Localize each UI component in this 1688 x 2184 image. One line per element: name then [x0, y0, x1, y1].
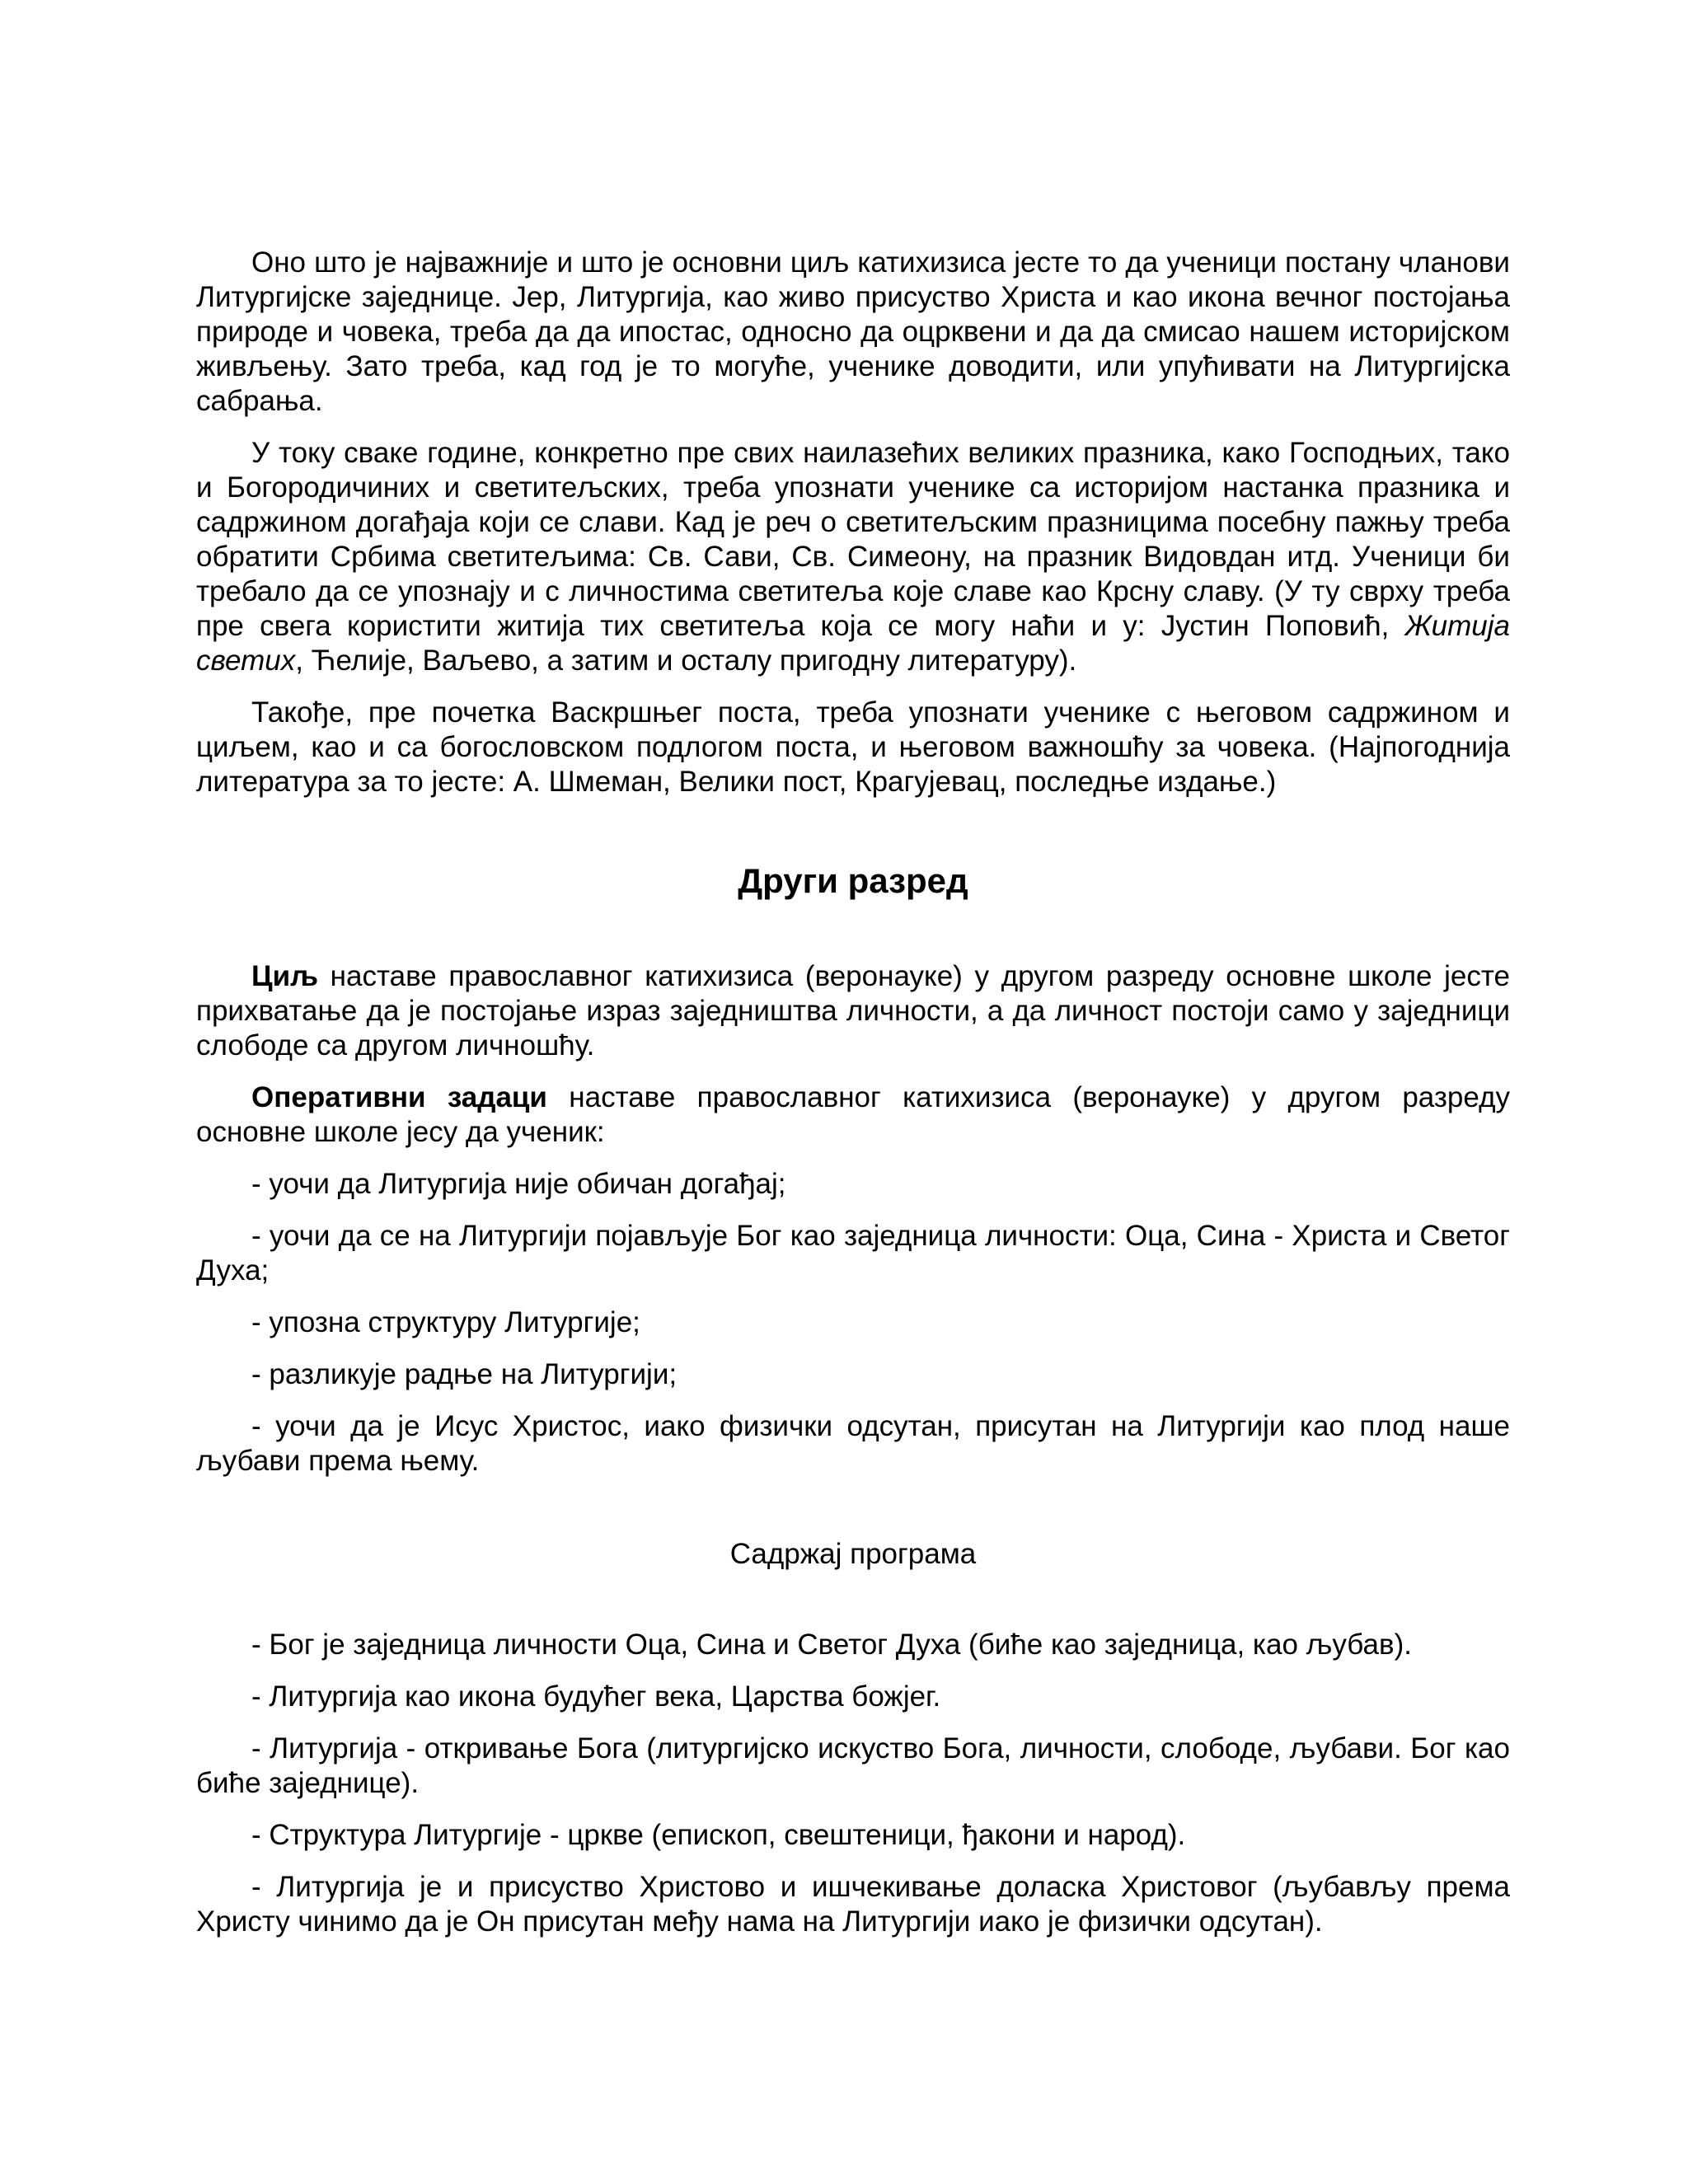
document-page — [196, 246, 1510, 1957]
goal-label: Циљ — [251, 960, 318, 992]
intro-paragraph-3: Такође, пре почетка Васкршњег поста, треба упознати ученике с његовом садржином и циљем, као и са богословском подлогом поста, и његовом важношћу за човека. (Најпогоднија литература за то јесте: А. Шмеман, Велики пост, Крагујевац, последње издање.) — [196, 696, 1510, 798]
goal-text: наставе православног катихизиса (веронауке) у другом разреду основне школе јесте прихватање да је постојање израз заједништва личности, а да личност постоји само у заједници слободе са другом личношћу. — [196, 960, 1510, 1062]
goal-paragraph — [196, 959, 1510, 1063]
section-heading: Други разред — [738, 861, 968, 900]
tasks-label: Оперативни задаци — [251, 1081, 547, 1113]
tasks-paragraph — [196, 1080, 1510, 1150]
task-item: - уочи да Литургија није обичан догађај; — [251, 1168, 786, 1200]
intro-paragraph-2-tail: , Ћелије, Ваљево, а затим и осталу пригодну литературу). — [295, 644, 1077, 677]
program-item: - Литургија је и присуство Христово и ишчекивање доласка Христовог (љубављу према Христу чинимо да је Он присутан међу нама на Литургији иако је физички одсутан). — [196, 1871, 1510, 1938]
intro-paragraph-2-text: У току сваке године, конкретно пре свих наилазећих великих празника, како Господњих, тако и Богородичиних и светитељских, треба упознати ученике са историјом настанка празника и садржином догађаја који се слави. Кад је реч о светитељским празницима посебну пажњу треба обратити Србима светитељима: Св. Сави, Св. Симеону, на празник Видовдан итд. Ученици би требало да се упознају и с личностима светитеља које славе као Крсну славу. (У ту сврху треба пре свега користити житија тих светитеља која се могу наћи и у: Јустин Поповић, — [196, 437, 1510, 642]
program-item: - Структура Литургије - цркве (епископ, свештеници, ђакони и народ). — [251, 1819, 1186, 1851]
program-item: - Литургија као икона будућег века, Царства божјег. — [251, 1680, 941, 1713]
program-heading: Садржај програма — [729, 1538, 977, 1570]
program-item: - Литургија - откривање Бога (литургијско искуство Бога, личности, слободе, љубави. Бог као биће заједнице). — [196, 1732, 1510, 1799]
task-item: - уочи да се на Литургији појављује Бог као заједница личности: Оца, Сина - Христа и Светог Духа; — [196, 1220, 1510, 1286]
intro-paragraph-1: Оно што је најважније и што је основни циљ катихизиса јесте то да ученици постану чланови Литургијске заједнице. Јер, Литургија, као живо присуство Христа и као икона вечног постојања природе и човека, треба да да ипостас, односно да оцрквени и да да смисао нашем историјском живљењу. Зато треба, кад год је то могуће, ученике доводити, или упућивати на Литургијска сабрања. — [196, 246, 1510, 417]
task-item: - уочи да је Исус Христос, иако физички одсутан, присутан на Литургији као плод наше љубави према њему. — [196, 1410, 1510, 1477]
task-item: - упозна структуру Литургије; — [251, 1306, 640, 1338]
task-item: - разликује радње на Литургији; — [251, 1358, 678, 1390]
intro-paragraph-2 — [196, 436, 1510, 678]
program-item: - Бог је заједница личности Оца, Сина и Светог Духа (биће као заједница, као љубав). — [251, 1629, 1412, 1661]
tasks-text: наставе православног катихизиса (веронауке) у другом разреду основне школе јесу да ученик: — [196, 1081, 1510, 1148]
book-title: Житија светих — [196, 610, 1510, 677]
